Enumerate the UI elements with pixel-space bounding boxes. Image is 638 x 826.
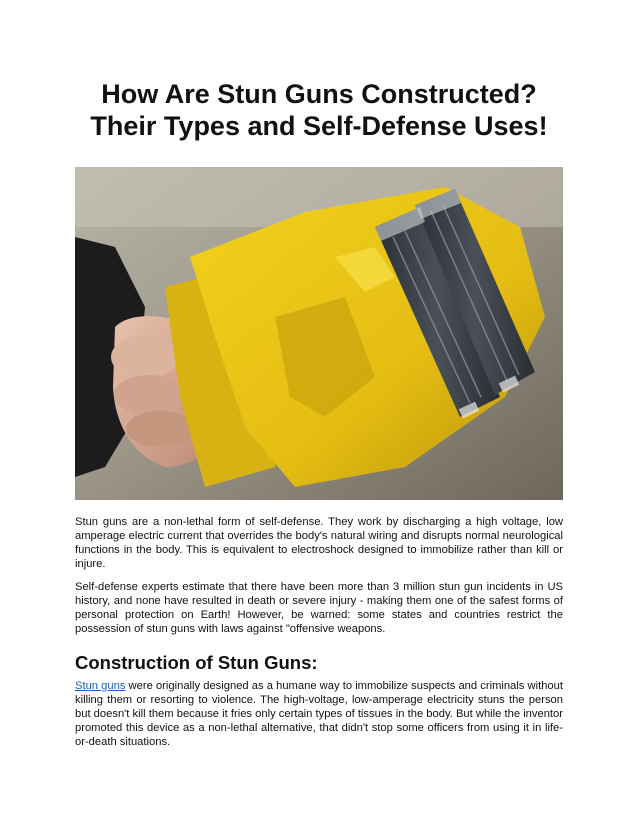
- page-title-line-1: How Are Stun Guns Constructed?: [101, 79, 537, 109]
- construction-paragraph-text: were originally designed as a humane way to immobilize suspects and criminals without killing them or resorting to violence. The high-voltage, low-amperage electricity stuns the person but doesn't kill them because it fries only certain types of tissues in the body. But while the inventor promoted this device as a non-lethal alternative, that didn't stop some officers from using it in life-or-death situations.: [75, 680, 563, 748]
- statistics-paragraph: Self-defense experts estimate that there have been more than 3 million stun gun incidents in US history, and none have resulted in death or severe injury - making them one of the safest forms of personal protection on Earth! However, be warned: some states and countries restrict the possession of stun guns with laws against "offensive weapons.: [75, 581, 563, 635]
- stun-guns-link[interactable]: Stun guns: [75, 680, 126, 692]
- stun-gun-photo: [75, 167, 563, 500]
- construction-paragraph: [75, 679, 563, 749]
- section-heading: Construction of Stun Guns:: [75, 652, 318, 673]
- page-title: [40, 78, 598, 142]
- page-title-line-2: Their Types and Self-Defense Uses!: [90, 111, 548, 141]
- intro-paragraph: Stun guns are a non-lethal form of self-defense. They work by discharging a high voltage, low amperage electric current that overrides the body's natural wiring and disrupts normal neurological functions in the body. This is equivalent to electroshock designed to immobilize rather than kill or injure.: [75, 516, 563, 570]
